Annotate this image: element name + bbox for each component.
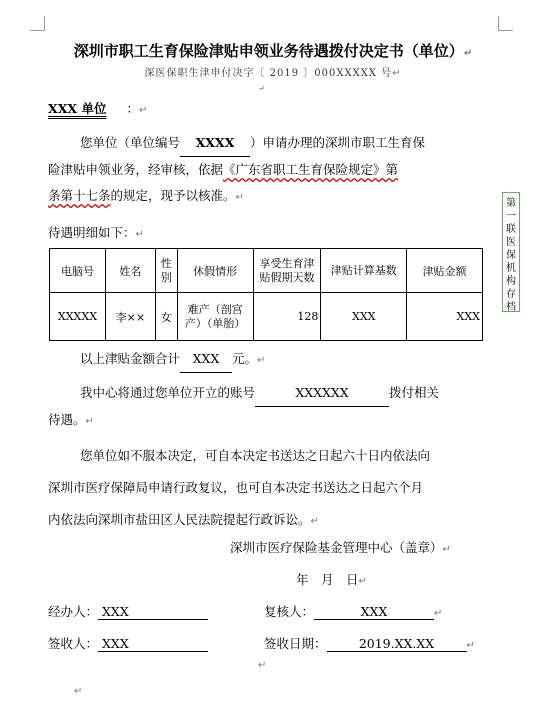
paragraph-mark-icon: ↵ <box>85 416 94 427</box>
addressee-line <box>48 96 478 124</box>
cell-amount: XXX <box>407 293 483 341</box>
approval-text-3: 险津贴申领业务，经审核，依据 <box>48 162 224 177</box>
detail-label-text: 待遇明细如下： <box>48 225 136 240</box>
total-line <box>48 346 510 374</box>
paragraph-mark-icon: ↵ <box>135 229 144 240</box>
issuer-name: 深圳市医疗保险基金管理中心（盖章） <box>230 540 443 555</box>
table-row <box>50 293 483 341</box>
date-line <box>296 570 367 588</box>
document-title <box>40 40 506 61</box>
cell-gender: 女 <box>155 293 177 341</box>
side-char: 机 <box>506 263 516 274</box>
account-number: XXXXXX <box>255 380 389 407</box>
approval-text-2: ）申请办理的深圳市职工生育保 <box>250 135 426 150</box>
doc-number-text: 深医保职生津申付决字〔 2019 〕000XXXXX 号 <box>144 68 393 79</box>
side-char: 医 <box>506 237 516 248</box>
crop-mark-top-left <box>30 16 45 31</box>
table-header-row <box>50 249 483 293</box>
receive-date-signature <box>264 634 475 652</box>
side-char: 保 <box>506 250 516 261</box>
paragraph-mark-icon: ↵ <box>442 544 451 555</box>
side-char: 档 <box>506 302 516 313</box>
paragraph-mark-icon: ↵ <box>310 516 319 527</box>
header-base: 津贴计算基数 <box>321 249 407 293</box>
cell-computer-no: XXXXX <box>50 293 106 341</box>
approval-text-4: 的规定，现予以核准。 <box>110 188 236 203</box>
title-text: 深圳市职工生育保险津贴申领业务待遇拨付决定书（单位） <box>73 42 464 60</box>
paragraph-mark-icon: ↵ <box>434 608 443 619</box>
side-char: 构 <box>506 276 516 287</box>
handler-label: 经办人： <box>48 604 99 619</box>
issuer-line <box>230 538 451 556</box>
paragraph-mark-icon: ↵ <box>358 576 367 587</box>
header-amount: 津贴金额 <box>407 249 483 293</box>
receiver-name: XXX <box>98 636 208 652</box>
total-amount: XXX <box>180 346 232 373</box>
side-char: 联 <box>506 224 516 235</box>
account-text-2: 拨付相关 <box>389 385 440 400</box>
account-paragraph <box>48 380 478 435</box>
receiver-label: 签收人： <box>48 636 99 651</box>
document-number <box>40 64 506 79</box>
reviewer-name: XXX <box>314 604 434 620</box>
side-char: 一 <box>506 211 516 222</box>
side-char: 存 <box>506 289 516 300</box>
handler-signature <box>48 602 208 620</box>
header-gender: 性别 <box>155 249 177 293</box>
total-text-2: 元。 <box>232 351 258 366</box>
paragraph-mark-icon: ↵ <box>258 660 267 671</box>
account-text-1: 我中心将通过您单位开立的账号 <box>80 385 256 400</box>
paragraph-mark-icon: ↵ <box>257 355 266 366</box>
cell-days: 128 <box>253 293 321 341</box>
cell-base: XXX <box>321 293 407 341</box>
appeal-text-1: 您单位如不服本决定，可自本决定书送达之日起六十日内依法向 <box>80 448 431 463</box>
paragraph-mark-icon: ↵ <box>466 640 475 651</box>
header-leave-type: 休假情形 <box>177 249 253 293</box>
approval-paragraph <box>48 130 478 211</box>
paragraph-mark-icon: ↵ <box>463 48 473 59</box>
reviewer-signature <box>264 602 442 620</box>
appeal-text-2: 深圳市医疗保障局申请行政复议，也可自本决定书送达之日起六个月 <box>48 480 424 495</box>
receive-date-label: 签收日期： <box>264 636 327 651</box>
header-name: 姓名 <box>105 249 155 293</box>
header-computer-no: 电脑号 <box>50 249 106 293</box>
account-text-3: 待遇。 <box>48 412 86 427</box>
addressee-name: XXX 单位 <box>48 101 107 116</box>
reviewer-label: 复核人： <box>264 604 315 619</box>
cell-name: 李×× <box>105 293 155 341</box>
appeal-paragraph <box>48 440 478 538</box>
paragraph-mark-icon: ↵ <box>74 686 83 697</box>
crop-mark-top-right <box>498 16 513 31</box>
handler-name: XXX <box>98 604 208 620</box>
regulation-article: 条第十七条 <box>48 188 111 203</box>
paragraph-mark-icon: ↵ <box>235 192 244 203</box>
benefit-detail-table <box>49 248 483 341</box>
approval-text-1: 您单位（单位编号 <box>80 135 181 150</box>
paragraph-mark-icon: ↵ <box>392 68 402 79</box>
paragraph-mark-icon: ↵ <box>138 105 148 116</box>
side-char: 第 <box>506 198 516 209</box>
regulation-name: 《广东省职工生育保险规定》第 <box>223 162 399 177</box>
issue-date-blank: 年 月 日 <box>296 572 359 587</box>
paragraph-mark-small-icon: ↵ <box>258 84 265 93</box>
unit-number: XXXX <box>180 130 250 157</box>
addressee-colon: ： <box>126 101 139 116</box>
cell-leave-type: 难产（剖宫产）（单胎） <box>177 293 253 341</box>
receiver-signature <box>48 634 208 652</box>
detail-label <box>48 220 478 248</box>
header-days: 享受生育津贴假期天数 <box>253 249 321 293</box>
receive-date-value: 2019.XX.XX <box>327 636 467 652</box>
copy-tab-first-archive <box>502 192 520 312</box>
appeal-text-3: 内依法向深圳市盐田区人民法院提起行政诉讼。 <box>48 512 311 527</box>
total-text-1: 以上津贴金额合计 <box>80 351 181 366</box>
